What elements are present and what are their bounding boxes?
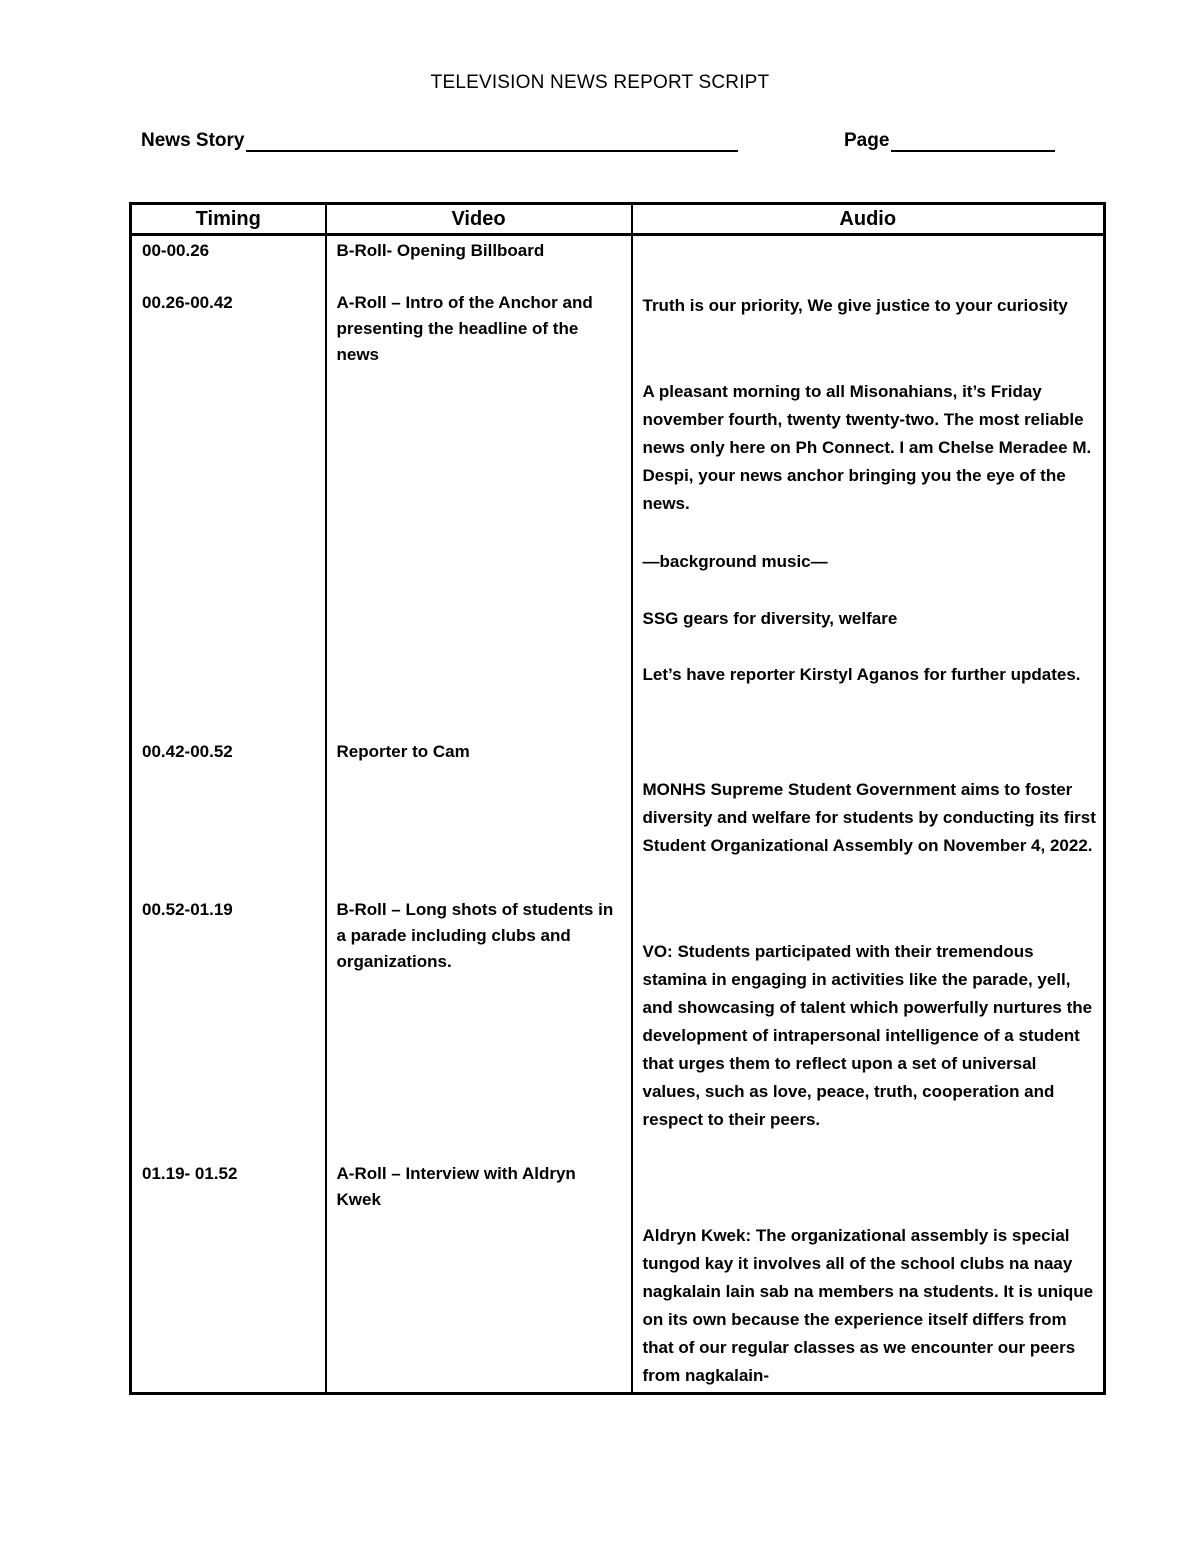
video-entry: A-Roll – Interview with Aldryn Kwek xyxy=(336,1164,576,1209)
timing-entry: 00.52-01.19 xyxy=(142,900,233,919)
header-video: Video xyxy=(326,204,632,235)
video-entry: B-Roll- Opening Billboard xyxy=(336,241,545,260)
timing-entry: 00-00.26 xyxy=(142,241,210,260)
audio-paragraph: Aldryn Kwek: The organizational assembly is special tungod kay it involves all of the school clubs na naay nagkalain lain sab na members na students. It is unique on its own because the experience itself differs from that of our regular classes as we encounter our peers from nagkalain- xyxy=(642,1226,1094,1385)
video-column xyxy=(326,235,632,1394)
news-story-label: News Story xyxy=(141,130,245,151)
audio-paragraph: MONHS Supreme Student Government aims to foster diversity and welfare for students by conducting its first Student Organizational Assembly on November 4, 2022. xyxy=(642,780,1096,855)
news-story-blank-line xyxy=(246,130,738,152)
page-field xyxy=(844,130,1055,152)
page-blank-line xyxy=(891,130,1055,152)
timing-column xyxy=(131,235,326,1394)
page-label: Page xyxy=(844,130,890,151)
audio-paragraph: Truth is our priority, We give justice to your curiosity xyxy=(642,296,1068,315)
audio-paragraph: A pleasant morning to all Misonahians, it’s Friday november fourth, twenty twenty-two. The most reliable news only here on Ph Connect. I am Chelse Meradee M. Despi, your news anchor bringing you the eye of the news. xyxy=(642,382,1092,513)
audio-paragraph: Let’s have reporter Kirstyl Aganos for further updates. xyxy=(642,665,1081,684)
video-entry: Reporter to Cam xyxy=(336,742,470,761)
script-table xyxy=(129,202,1106,1395)
header-audio: Audio xyxy=(632,204,1105,235)
video-entry: B-Roll – Long shots of students in a parade including clubs and organizations. xyxy=(336,900,614,971)
audio-paragraph: VO: Students participated with their tremendous stamina in engaging in activities like the parade, yell, and showcasing of talent which powerfully nurtures the development of intrapersonal intelligence of a student that urges them to reflect upon a set of universal values, such as love, peace, truth, cooperation and respect to their peers. xyxy=(642,942,1093,1129)
script-body-row xyxy=(131,235,1105,1394)
audio-column xyxy=(632,235,1105,1394)
audio-paragraph: —background music— xyxy=(642,552,828,571)
audio-paragraph: SSG gears for diversity, welfare xyxy=(642,609,898,628)
header-row xyxy=(131,204,1105,235)
news-story-field xyxy=(141,130,738,152)
timing-entry: 00.26-00.42 xyxy=(142,293,233,312)
timing-entry: 01.19- 01.52 xyxy=(142,1164,238,1183)
timing-entry: 00.42-00.52 xyxy=(142,742,233,761)
document-title: TELEVISION NEWS REPORT SCRIPT xyxy=(430,72,770,93)
header-timing: Timing xyxy=(131,204,326,235)
video-entry: A-Roll – Intro of the Anchor and presenting the headline of the news xyxy=(336,293,593,364)
